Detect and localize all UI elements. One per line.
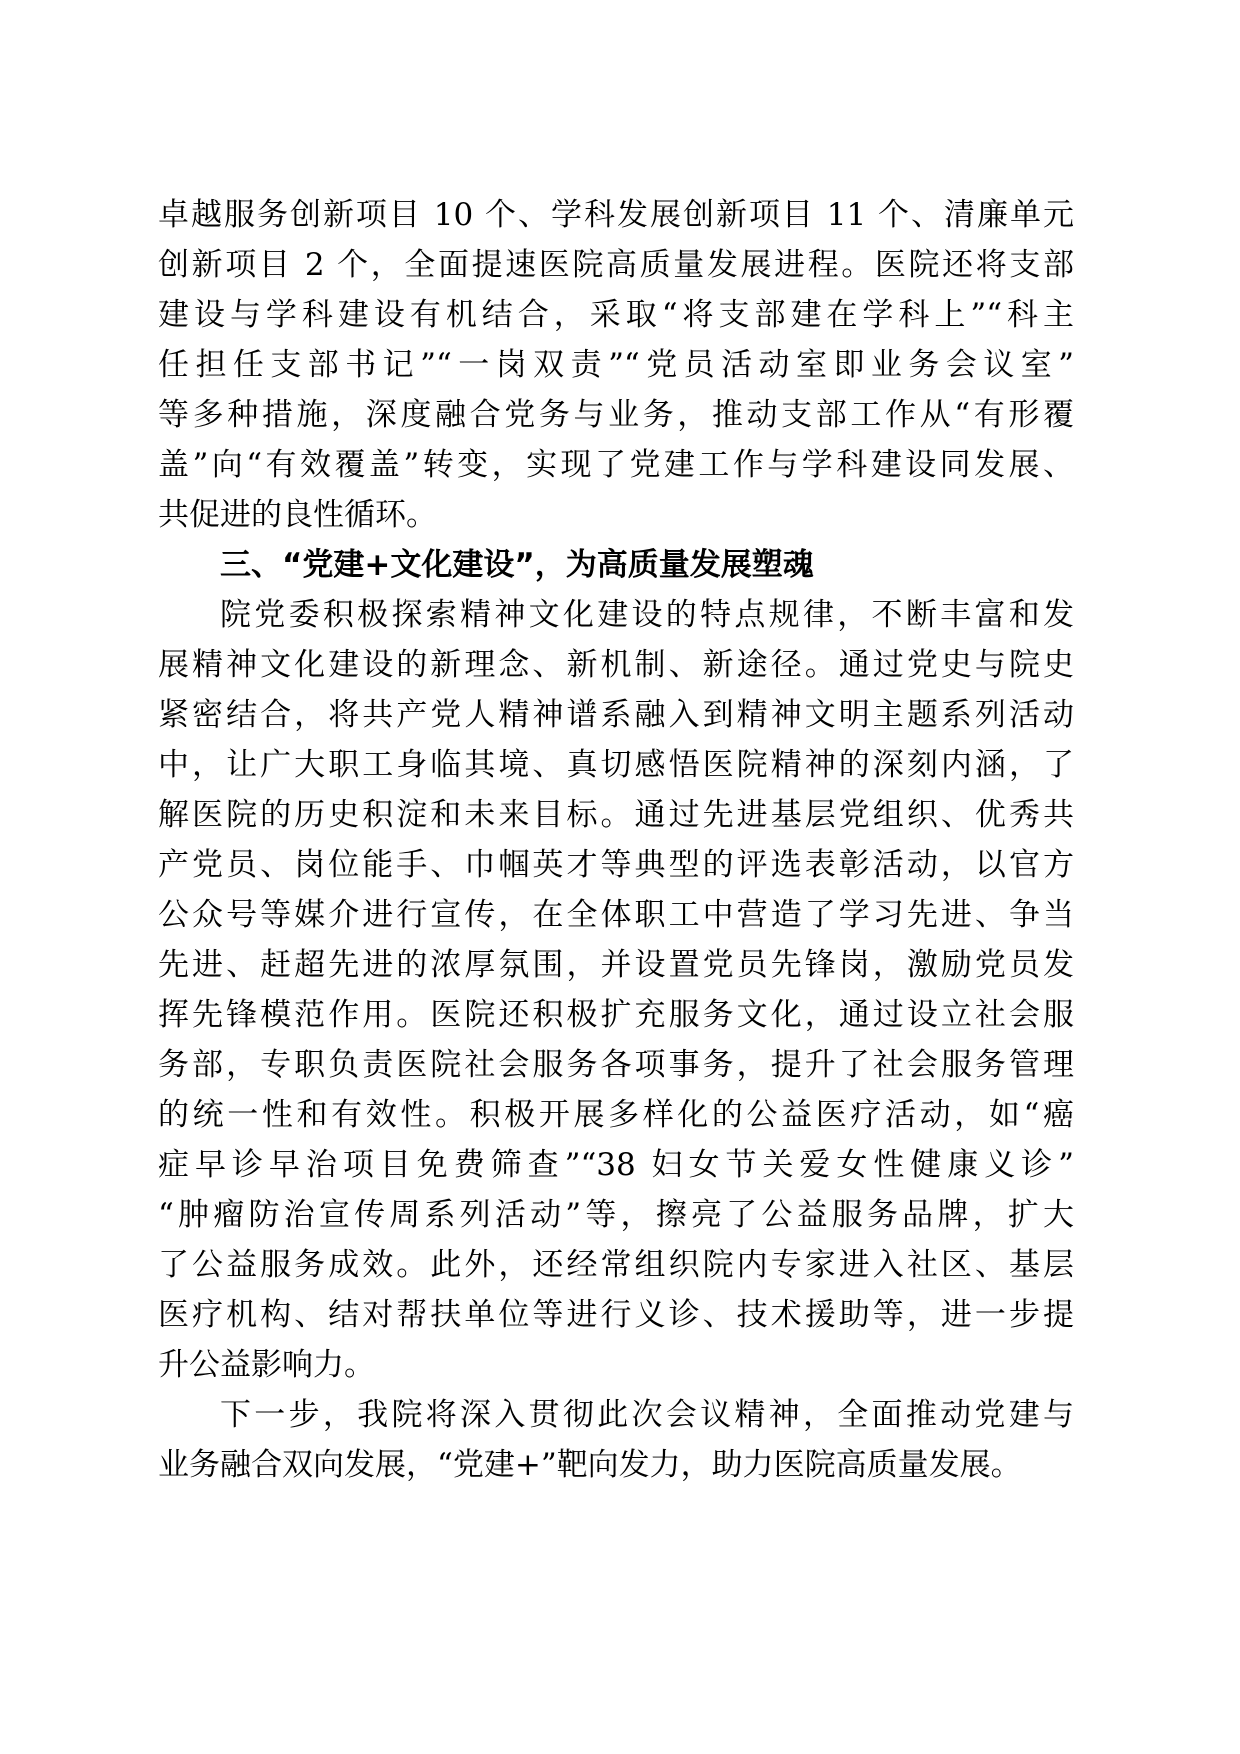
paragraph-3	[158, 1390, 1074, 1490]
paragraph-line: 务部，专职负责医院社会服务各项事务，提升了社会服务管理	[158, 1047, 1074, 1083]
paragraph-line: 盖”向“有效覆盖”转变，实现了党建工作与学科建设同发展、	[158, 447, 1074, 483]
paragraph-line: 症早诊早治项目免费筛查”“38 妇女节关爱女性健康义诊”	[158, 1147, 1074, 1183]
paragraph-line: 建设与学科建设有机结合，采取“将支部建在学科上”“科主	[158, 297, 1074, 333]
paragraph-line: 展精神文化建设的新理念、新机制、新途径。通过党史与院史	[158, 647, 1074, 683]
paragraph-line: 等多种措施，深度融合党务与业务，推动支部工作从“有形覆	[158, 397, 1074, 433]
paragraph-line: 公众号等媒介进行宣传，在全体职工中营造了学习先进、争当	[158, 897, 1074, 933]
paragraph-line: 中，让广大职工身临其境、真切感悟医院精神的深刻内涵，了	[158, 747, 1074, 783]
document-page	[158, 190, 1074, 1490]
paragraph-line: 先进、赶超先进的浓厚氛围，并设置党员先锋岗，激励党员发	[158, 947, 1074, 983]
paragraph-2	[158, 590, 1074, 1390]
paragraph-line: 任担任支部书记”“一岗双责”“党员活动室即业务会议室”	[158, 347, 1074, 383]
paragraph-line: 解医院的历史积淀和未来目标。通过先进基层党组织、优秀共	[158, 797, 1074, 833]
paragraph-line: 卓越服务创新项目 10 个、学科发展创新项目 11 个、清廉单元	[158, 197, 1074, 233]
paragraph-line: 挥先锋模范作用。医院还积极扩充服务文化，通过设立社会服	[158, 997, 1074, 1033]
paragraph-line: 了公益服务成效。此外，还经常组织院内专家进入社区、基层	[158, 1247, 1074, 1283]
paragraph-line: 创新项目 2 个，全面提速医院高质量发展进程。医院还将支部	[158, 247, 1074, 283]
paragraph-line: “肿瘤防治宣传周系列活动”等，擦亮了公益服务品牌，扩大	[158, 1197, 1074, 1233]
paragraph-line: 医疗机构、结对帮扶单位等进行义诊、技术援助等，进一步提	[158, 1297, 1074, 1333]
paragraph-line: 的统一性和有效性。积极开展多样化的公益医疗活动，如“癌	[158, 1097, 1074, 1133]
paragraph-line: 院党委积极探索精神文化建设的特点规律，不断丰富和发	[220, 597, 1074, 633]
section-heading: 三、“党建+文化建设”，为高质量发展塑魂	[220, 547, 814, 583]
paragraph-line: 业务融合双向发展，“党建+”靶向发力，助力医院高质量发展。	[158, 1447, 1022, 1483]
paragraph-1	[158, 190, 1074, 540]
paragraph-line: 下一步，我院将深入贯彻此次会议精神，全面推动党建与	[220, 1397, 1074, 1433]
paragraph-line: 共促进的良性循环。	[158, 497, 437, 533]
paragraph-line: 升公益影响力。	[158, 1347, 375, 1383]
paragraph-line: 产党员、岗位能手、巾帼英才等典型的评选表彰活动，以官方	[158, 847, 1074, 883]
paragraph-line: 紧密结合，将共产党人精神谱系融入到精神文明主题系列活动	[158, 697, 1074, 733]
